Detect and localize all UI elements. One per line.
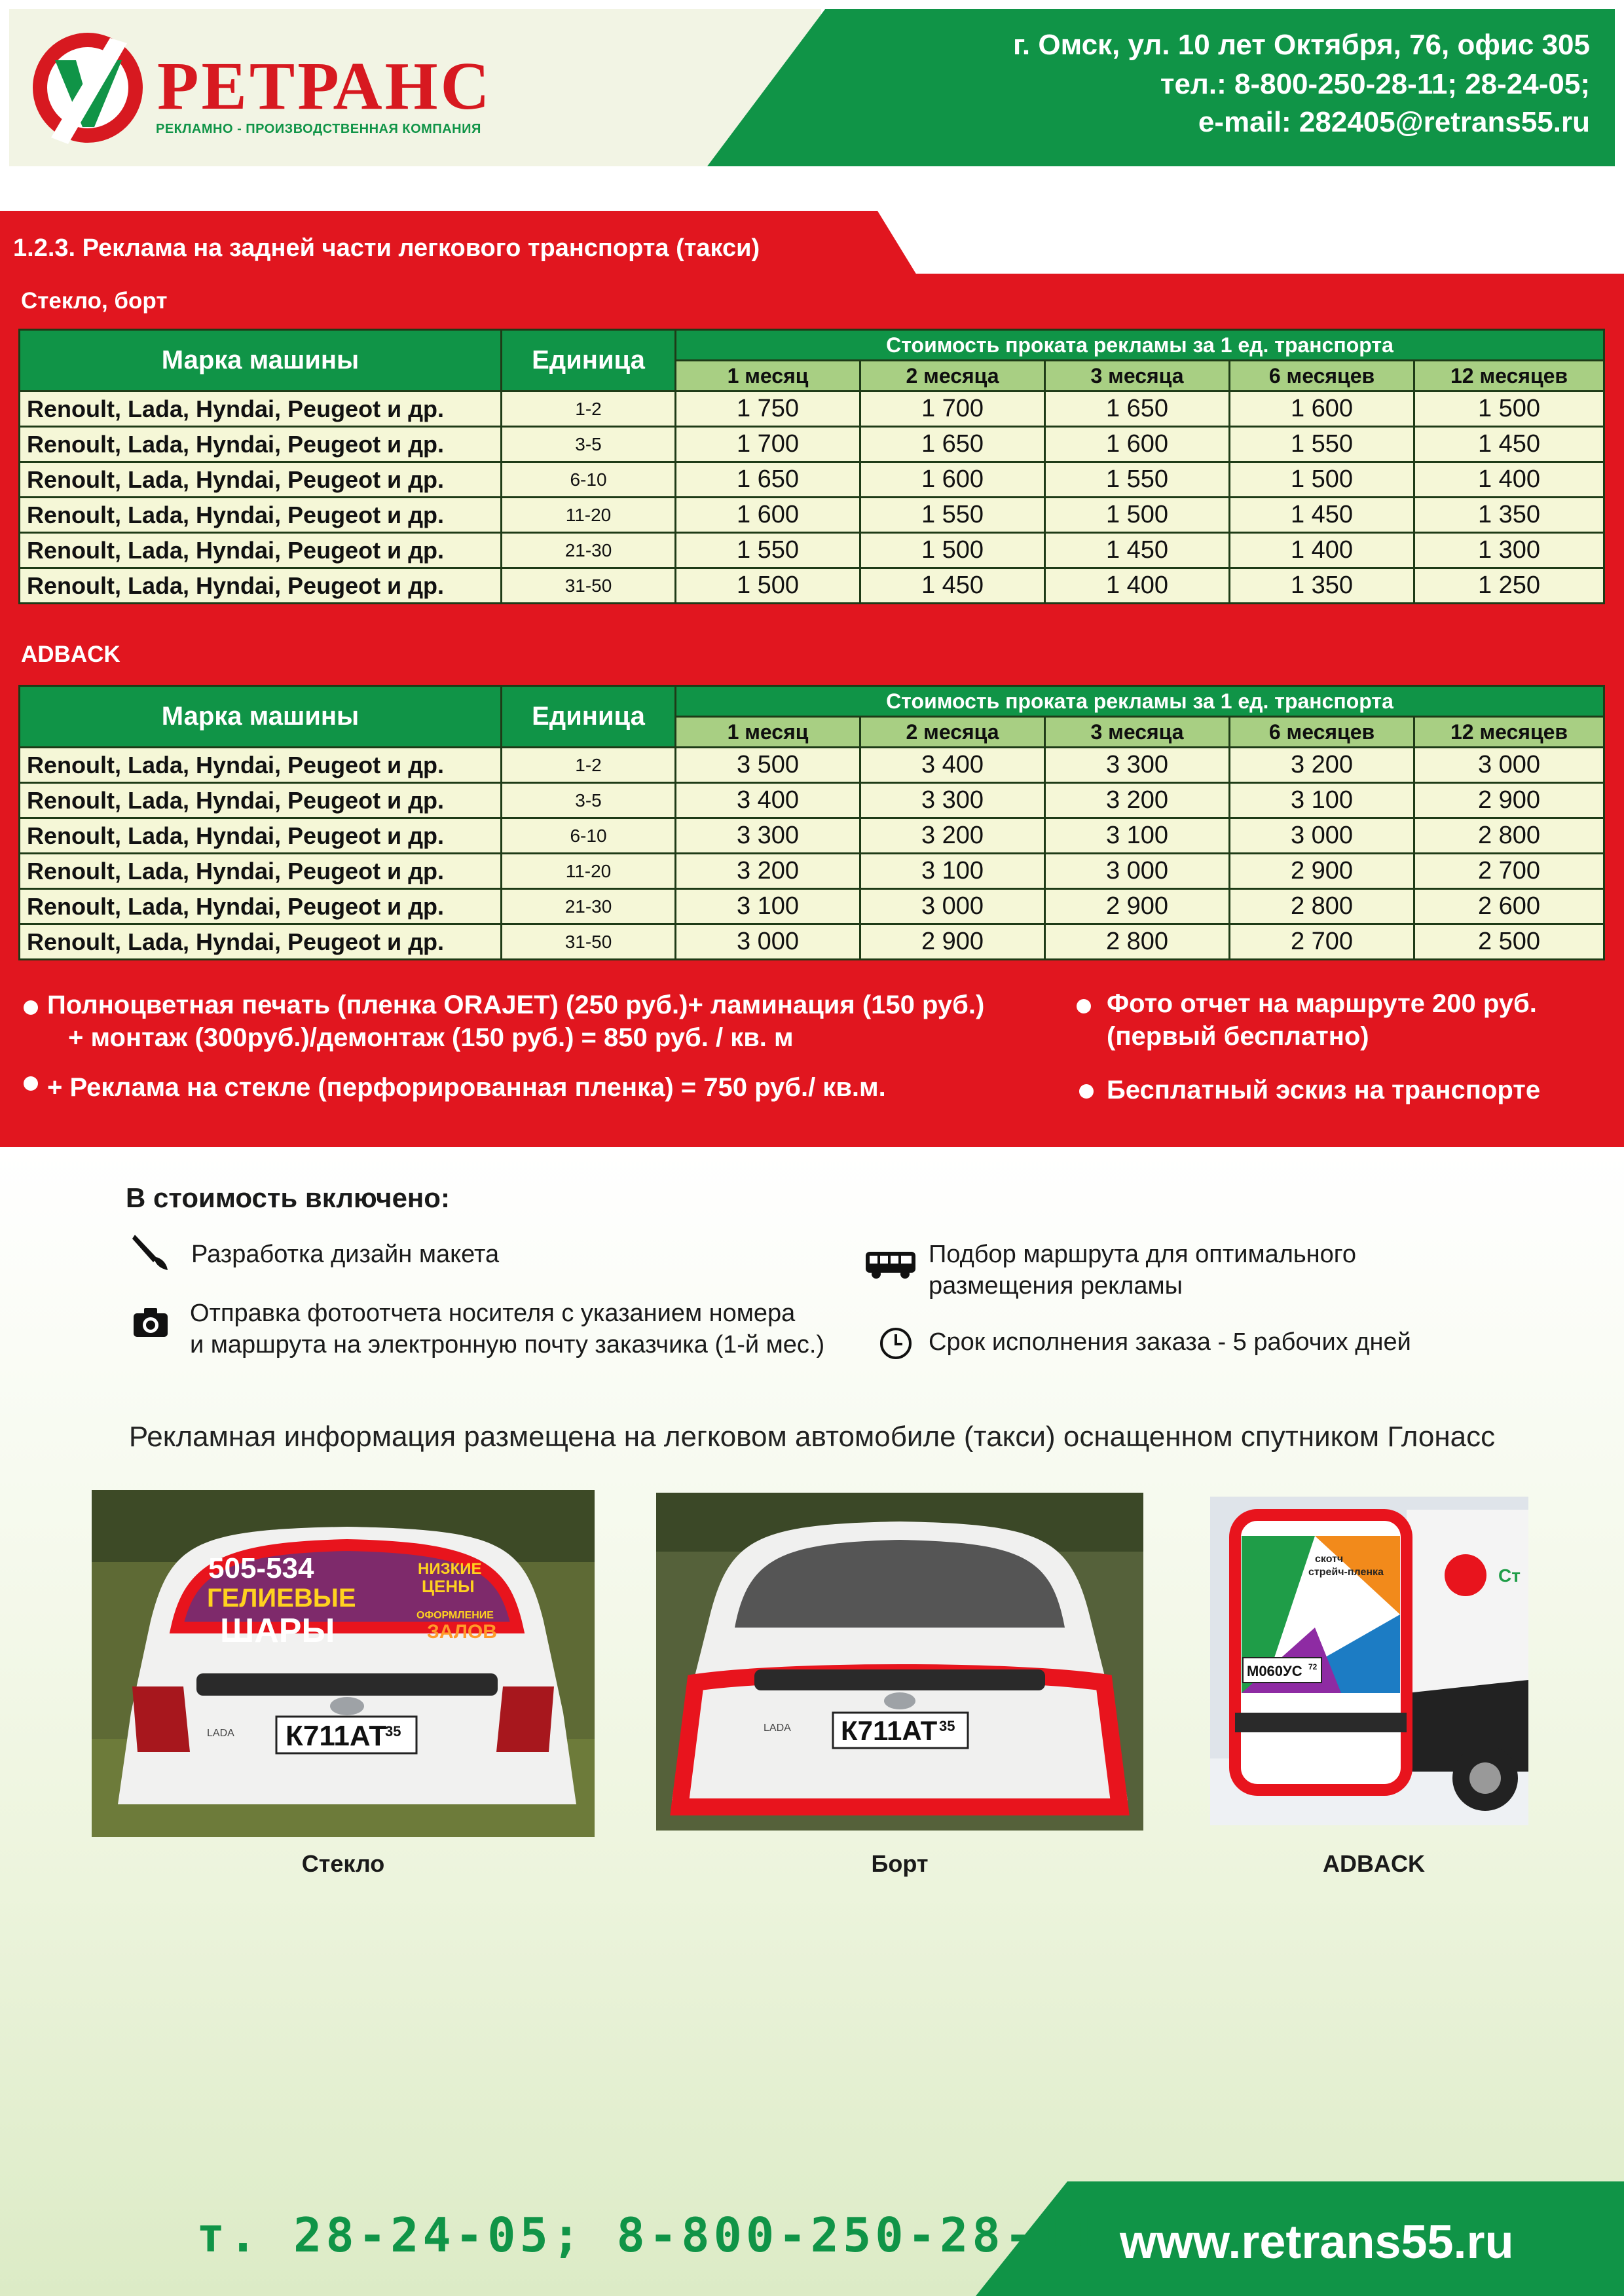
cell-price: 1 600 xyxy=(860,462,1045,498)
table-row xyxy=(20,533,1604,568)
plate-number: К711АТ xyxy=(286,1720,387,1752)
note-photo-report: Фото отчет на маршруте 200 руб. xyxy=(1107,989,1537,1018)
header-email[interactable]: e-mail: 282405@retrans55.ru xyxy=(1198,106,1590,138)
clock-icon xyxy=(879,1326,913,1360)
ad-right1: НИЗКИЕ xyxy=(418,1560,482,1578)
column-header-unit: Единица xyxy=(502,330,676,392)
cell-price: 1 400 xyxy=(1230,533,1414,568)
included-title: В стоимость включено: xyxy=(126,1182,450,1213)
included-route-line2: размещения рекламы xyxy=(929,1272,1183,1300)
logo-emblem-icon xyxy=(29,29,147,147)
cell-price: 1 650 xyxy=(860,427,1045,462)
plate-region: 72 xyxy=(1308,1662,1318,1671)
cell-price: 3 300 xyxy=(1045,748,1230,783)
cell-price: 1 550 xyxy=(1230,427,1414,462)
bullet-dot xyxy=(24,1000,38,1015)
cell-unit: 1-2 xyxy=(502,748,676,783)
cell-price: 1 450 xyxy=(1230,498,1414,533)
cell-price: 1 250 xyxy=(1414,568,1604,604)
cell-price: 1 600 xyxy=(1230,392,1414,427)
cell-unit: 21-30 xyxy=(502,889,676,924)
column-header-period: 3 месяца xyxy=(1045,717,1230,748)
cell-brand: Renoult, Lada, Hyndai, Peugeot и др. xyxy=(20,568,502,604)
cell-price: 1 650 xyxy=(676,462,860,498)
cell-brand: Renoult, Lada, Hyndai, Peugeot и др. xyxy=(20,818,502,854)
cell-unit: 31-50 xyxy=(502,924,676,960)
column-header-rental-cost: Стоимость проката рекламы за 1 ед. транспорта xyxy=(676,686,1604,717)
column-header-period: 2 месяца xyxy=(860,717,1045,748)
cell-price: 1 550 xyxy=(860,498,1045,533)
cell-price: 3 000 xyxy=(1230,818,1414,854)
included-photo-report-line2: и маршрута на электронную почту заказчика (1-й мес.) xyxy=(190,1331,825,1358)
cell-price: 1 500 xyxy=(1045,498,1230,533)
ad-line3: ШАРЫ xyxy=(220,1612,335,1650)
cell-price: 1 400 xyxy=(1045,568,1230,604)
bullet-dot xyxy=(24,1076,38,1091)
table-row xyxy=(20,498,1604,533)
cell-price: 3 500 xyxy=(676,748,860,783)
column-header-period: 6 месяцев xyxy=(1230,717,1414,748)
cell-price: 1 400 xyxy=(1414,462,1604,498)
cell-price: 1 350 xyxy=(1230,568,1414,604)
cell-brand: Renoult, Lada, Hyndai, Peugeot и др. xyxy=(20,392,502,427)
cell-unit: 6-10 xyxy=(502,818,676,854)
cell-price: 3 200 xyxy=(1045,783,1230,818)
cell-brand: Renoult, Lada, Hyndai, Peugeot и др. xyxy=(20,533,502,568)
footer-website-link[interactable]: www.retrans55.ru xyxy=(1120,2216,1514,2269)
footer-phone[interactable]: т. 28-24-05; 8-800-250-28-11 xyxy=(196,2208,1101,2263)
bullet-dot xyxy=(1079,1084,1094,1099)
glonass-info-line: Рекламная информация размещена на легковом автомобиле (такси) оснащенном спутником Глонасс xyxy=(128,1421,1496,1453)
cell-price: 1 500 xyxy=(860,533,1045,568)
cell-price: 1 600 xyxy=(1045,427,1230,462)
brush-icon xyxy=(131,1232,170,1271)
cell-price: 3 100 xyxy=(1230,783,1414,818)
column-header-period: 3 месяца xyxy=(1045,361,1230,392)
ad-right1: Ст xyxy=(1498,1565,1521,1586)
photo-caption-body: Борт xyxy=(871,1850,929,1877)
column-header-period: 1 месяц xyxy=(676,717,860,748)
cell-price: 2 800 xyxy=(1045,924,1230,960)
cell-brand: Renoult, Lada, Hyndai, Peugeot и др. xyxy=(20,854,502,889)
cell-price: 1 450 xyxy=(1045,533,1230,568)
ad-right3: ОФОРМЛЕНИЕ xyxy=(416,1610,494,1621)
plate-region: 35 xyxy=(939,1718,955,1734)
cell-price: 2 700 xyxy=(1230,924,1414,960)
column-header-period: 2 месяца xyxy=(860,361,1045,392)
cell-price: 3 200 xyxy=(1230,748,1414,783)
included-route-line1: Подбор маршрута для оптимального xyxy=(929,1241,1356,1268)
cell-unit: 1-2 xyxy=(502,392,676,427)
cell-price: 3 100 xyxy=(860,854,1045,889)
cell-unit: 3-5 xyxy=(502,783,676,818)
cell-price: 3 000 xyxy=(1414,748,1604,783)
header-phones: тел.: 8-800-250-28-11; 28-24-05; xyxy=(1160,68,1590,100)
price-table-adback xyxy=(18,685,1605,960)
cell-price: 1 550 xyxy=(676,533,860,568)
cell-price: 1 650 xyxy=(1045,392,1230,427)
cell-price: 3 100 xyxy=(1045,818,1230,854)
note-free-sketch: Бесплатный эскиз на транспорте xyxy=(1107,1076,1541,1104)
cell-price: 1 450 xyxy=(1414,427,1604,462)
table-subtitle-adback: ADBACK xyxy=(21,642,120,667)
photo-caption-adback: ADBACK xyxy=(1323,1850,1425,1877)
cell-price: 1 350 xyxy=(1414,498,1604,533)
cell-price: 1 450 xyxy=(860,568,1045,604)
bullet-dot xyxy=(1077,999,1091,1013)
included-deadline: Срок исполнения заказа - 5 рабочих дней xyxy=(929,1328,1411,1356)
table-row xyxy=(20,854,1604,889)
cell-price: 2 800 xyxy=(1230,889,1414,924)
cell-price: 2 900 xyxy=(1414,783,1604,818)
plate-number: К711АТ xyxy=(841,1715,938,1746)
cell-price: 3 400 xyxy=(860,748,1045,783)
table-row xyxy=(20,748,1604,783)
column-header-period: 6 месяцев xyxy=(1230,361,1414,392)
table-row xyxy=(20,392,1604,427)
ad-right2: ЦЕНЫ xyxy=(422,1576,475,1596)
table-row xyxy=(20,462,1604,498)
price-table-glass xyxy=(18,329,1605,604)
column-header-brand: Марка машины xyxy=(20,686,502,748)
cell-brand: Renoult, Lada, Hyndai, Peugeot и др. xyxy=(20,427,502,462)
bus-icon xyxy=(864,1248,917,1281)
cell-price: 3 200 xyxy=(676,854,860,889)
cell-price: 1 500 xyxy=(676,568,860,604)
cell-brand: Renoult, Lada, Hyndai, Peugeot и др. xyxy=(20,462,502,498)
car-badge: LADA xyxy=(207,1728,234,1739)
cell-unit: 31-50 xyxy=(502,568,676,604)
plate-number: М060УС xyxy=(1247,1663,1302,1679)
cell-price: 3 400 xyxy=(676,783,860,818)
cell-price: 3 300 xyxy=(860,783,1045,818)
company-name: РЕТРАНС xyxy=(157,48,492,124)
header-address: г. Омск, ул. 10 лет Октября, 76, офис 305 xyxy=(1013,29,1590,61)
cell-brand: Renoult, Lada, Hyndai, Peugeot и др. xyxy=(20,889,502,924)
column-header-period: 1 месяц xyxy=(676,361,860,392)
ad-line2: ГЕЛИЕВЫЕ xyxy=(207,1584,356,1613)
included-design: Разработка дизайн макета xyxy=(191,1241,500,1268)
camera-icon xyxy=(131,1303,170,1342)
table-row xyxy=(20,889,1604,924)
cell-price: 2 900 xyxy=(1045,889,1230,924)
cell-price: 1 550 xyxy=(1045,462,1230,498)
cell-price: 1 300 xyxy=(1414,533,1604,568)
column-header-rental-cost: Стоимость проката рекламы за 1 ед. транспорта xyxy=(676,330,1604,361)
cell-unit: 3-5 xyxy=(502,427,676,462)
cell-price: 1 700 xyxy=(676,427,860,462)
cell-unit: 11-20 xyxy=(502,854,676,889)
note-photo-report-free: (первый бесплатно) xyxy=(1107,1022,1369,1051)
column-header-period: 12 месяцев xyxy=(1414,361,1604,392)
table-subtitle-glass: Стекло, борт xyxy=(21,288,168,314)
table-row xyxy=(20,818,1604,854)
note-print-cost: Полноцветная печать (пленка ORAJET) (250 руб.)+ ламинация (150 руб.) xyxy=(47,991,985,1019)
cell-price: 3 100 xyxy=(676,889,860,924)
cell-price: 2 900 xyxy=(860,924,1045,960)
note-glass-cost: + Реклама на стекле (перфорированная пленка) = 750 руб./ кв.м. xyxy=(47,1073,886,1102)
cell-price: 2 900 xyxy=(1230,854,1414,889)
photo-adback xyxy=(1210,1497,1528,1825)
cell-price: 3 300 xyxy=(676,818,860,854)
table-row xyxy=(20,427,1604,462)
photo-body xyxy=(656,1493,1143,1831)
cell-price: 3 000 xyxy=(860,889,1045,924)
ad-phone: 505-534 xyxy=(208,1552,314,1584)
table-row xyxy=(20,783,1604,818)
cell-unit: 6-10 xyxy=(502,462,676,498)
included-photo-report-line1: Отправка фотоотчета носителя с указанием номера xyxy=(190,1300,796,1327)
cell-price: 1 700 xyxy=(860,392,1045,427)
ad-line1: скотч xyxy=(1315,1554,1344,1565)
cell-price: 2 700 xyxy=(1414,854,1604,889)
cell-price: 3 200 xyxy=(860,818,1045,854)
cell-brand: Renoult, Lada, Hyndai, Peugeot и др. xyxy=(20,498,502,533)
cell-price: 3 000 xyxy=(1045,854,1230,889)
cell-unit: 11-20 xyxy=(502,498,676,533)
column-header-period: 12 месяцев xyxy=(1414,717,1604,748)
photo-glass xyxy=(92,1490,595,1837)
cell-price: 1 750 xyxy=(676,392,860,427)
column-header-brand: Марка машины xyxy=(20,330,502,392)
table-row xyxy=(20,568,1604,604)
cell-price: 1 500 xyxy=(1230,462,1414,498)
table-row xyxy=(20,924,1604,960)
note-install-cost: + монтаж (300руб.)/демонтаж (150 руб.) = 850 руб. / кв. м xyxy=(68,1023,794,1052)
cell-brand: Renoult, Lada, Hyndai, Peugeot и др. xyxy=(20,748,502,783)
photo-caption-glass: Стекло xyxy=(301,1850,385,1877)
cell-price: 2 600 xyxy=(1414,889,1604,924)
cell-price: 2 500 xyxy=(1414,924,1604,960)
ad-line2: стрейч-пленка xyxy=(1308,1567,1384,1578)
cell-unit: 21-30 xyxy=(502,533,676,568)
cell-price: 1 600 xyxy=(676,498,860,533)
cell-price: 1 500 xyxy=(1414,392,1604,427)
column-header-unit: Единица xyxy=(502,686,676,748)
company-subtitle: РЕКЛАМНО - ПРОИЗВОДСТВЕННАЯ КОМПАНИЯ xyxy=(156,122,481,136)
cell-price: 3 000 xyxy=(676,924,860,960)
ad-right4: ЗАЛОВ xyxy=(427,1621,497,1643)
cell-brand: Renoult, Lada, Hyndai, Peugeot и др. xyxy=(20,924,502,960)
section-title: 1.2.3. Реклама на задней части легкового транспорта (такси) xyxy=(13,234,760,262)
cell-price: 2 800 xyxy=(1414,818,1604,854)
cell-brand: Renoult, Lada, Hyndai, Peugeot и др. xyxy=(20,783,502,818)
plate-region: 35 xyxy=(385,1723,401,1740)
car-badge: LADA xyxy=(764,1722,791,1734)
